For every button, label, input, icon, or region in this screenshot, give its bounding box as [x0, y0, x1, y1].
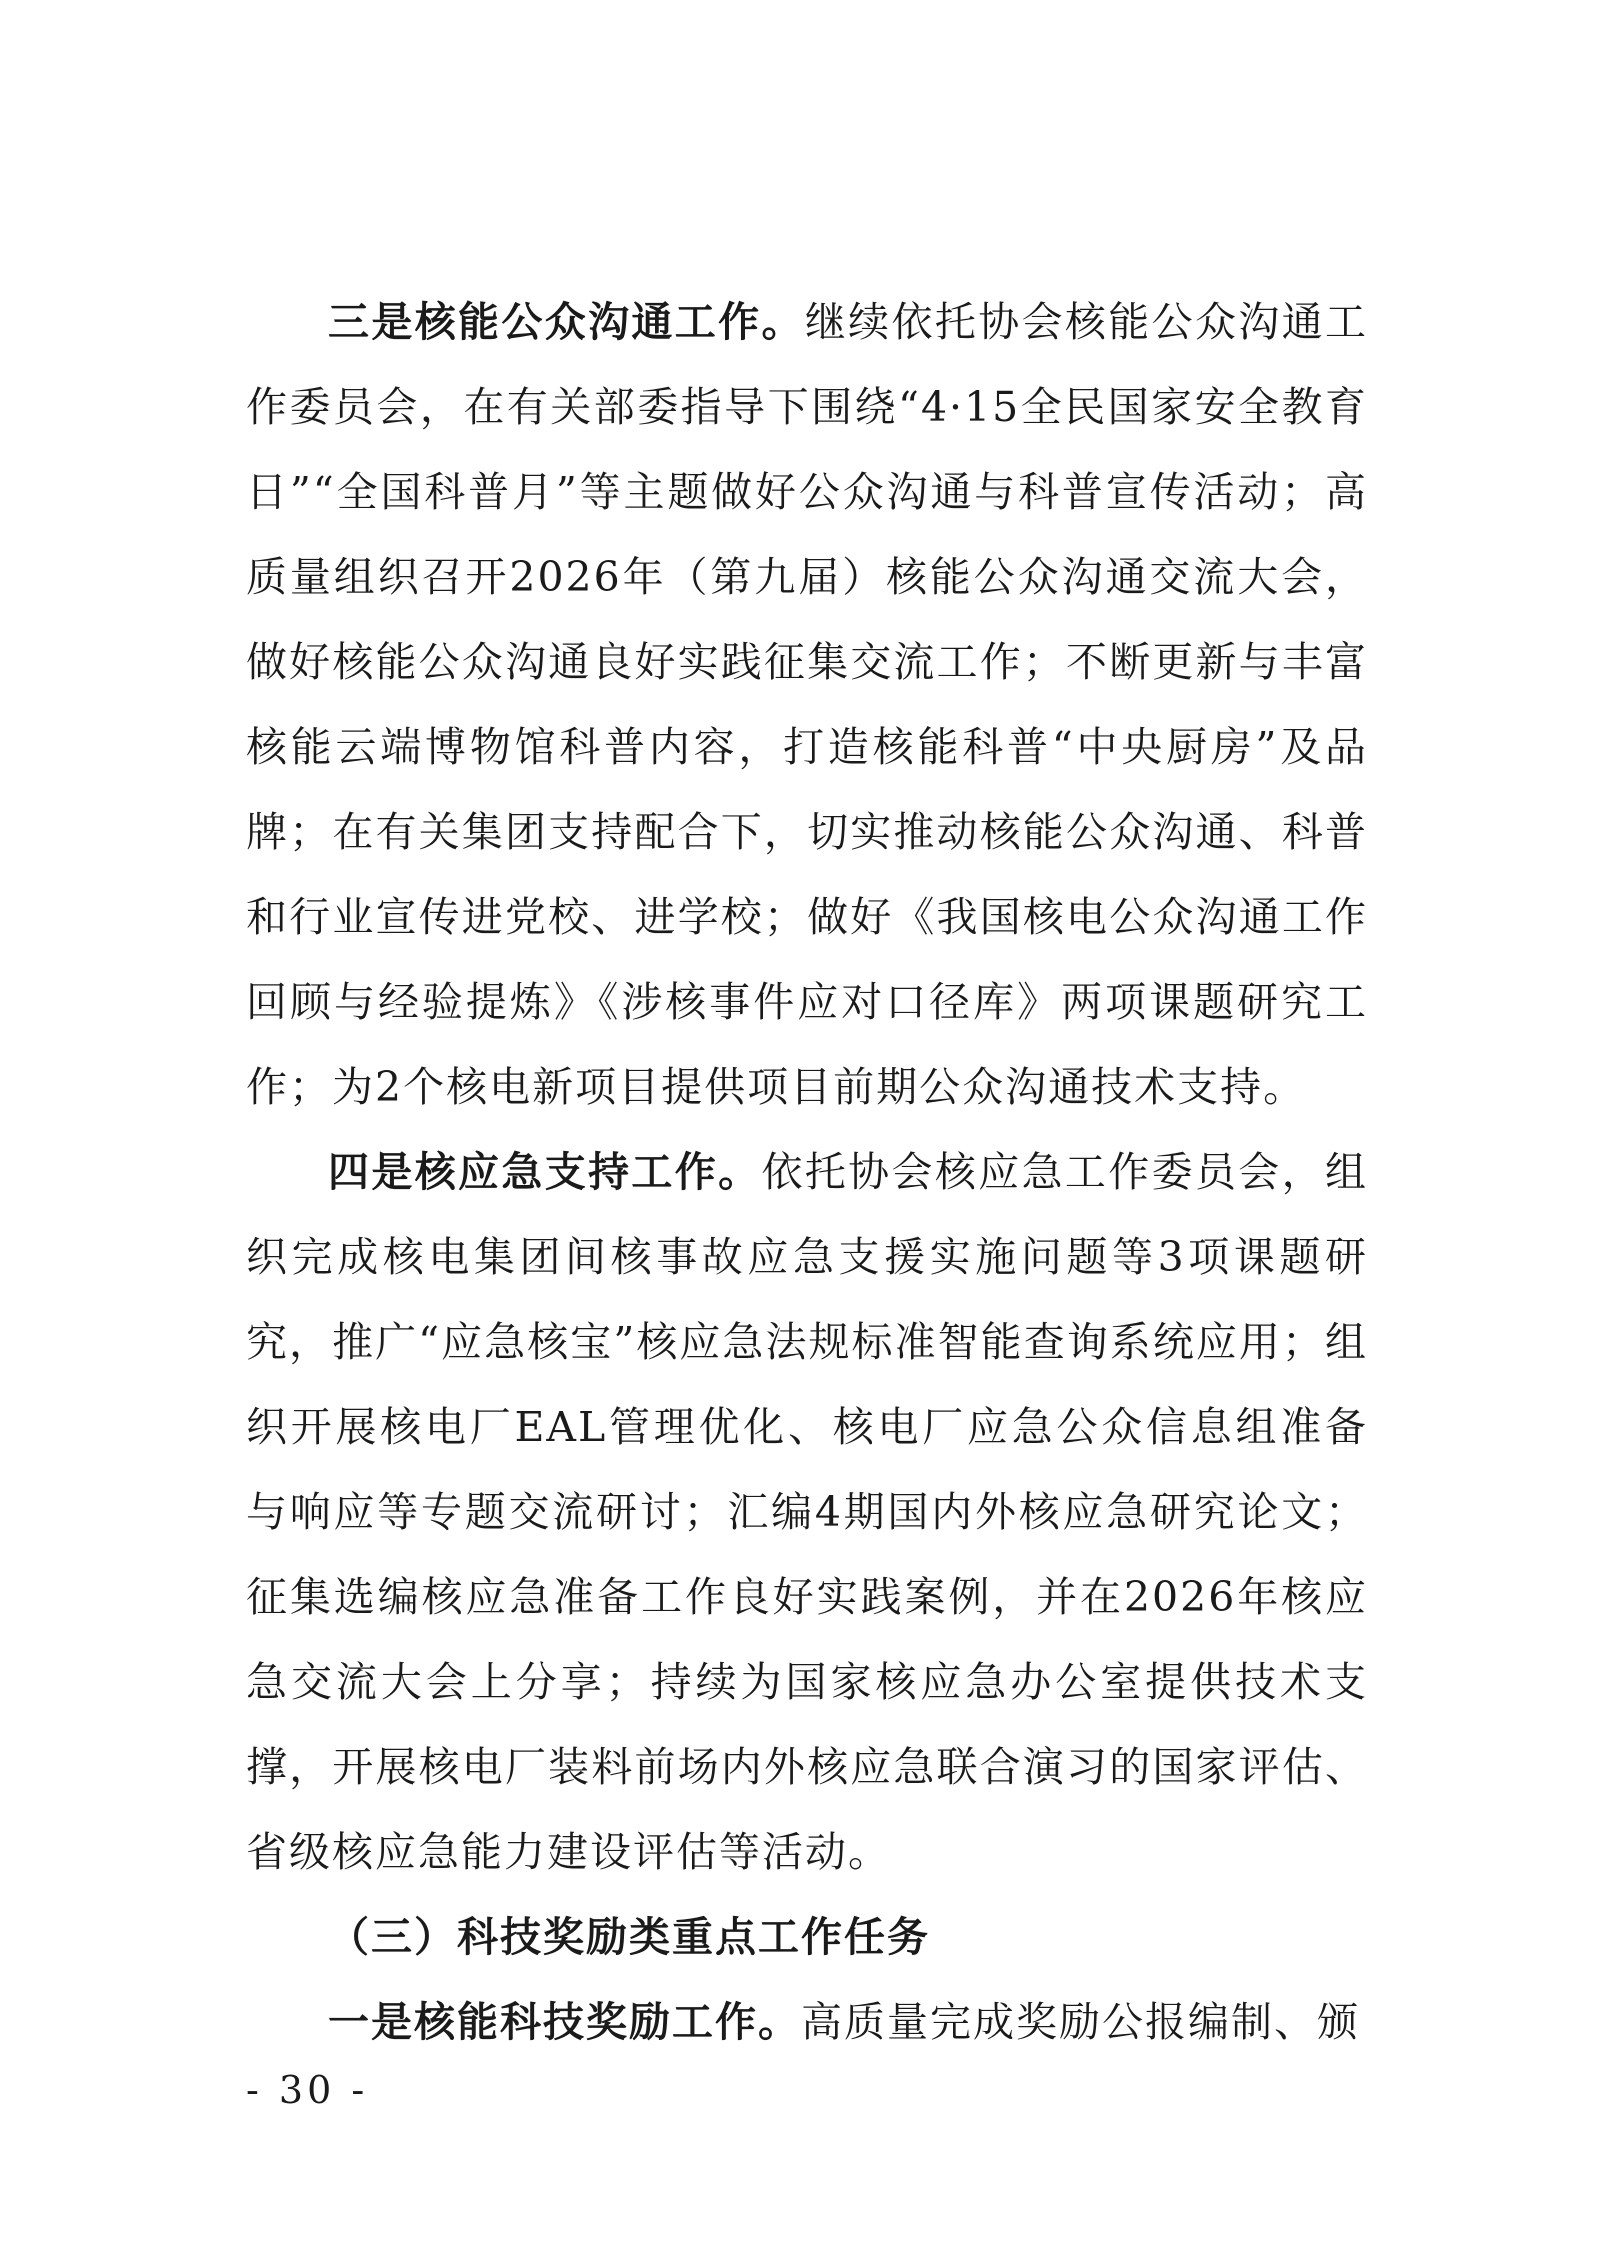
paragraph-public-communication: [246, 280, 1368, 1130]
section-heading: （三）科技奖励类重点工作任务: [328, 1913, 930, 1961]
paragraph-tech-award: [246, 1980, 1368, 2065]
paragraph-lead: 三是核能公众沟通工作。: [328, 298, 805, 346]
paragraph-text: 依托协会核应急工作委员会，组织完成核电集团间核事故应急支援实施问题等3项课题研究，推广“应急核宝”核应急法规标准智能查询系统应用；组织开展核电厂EAL管理优化、核电厂应急公众信息组准备与响应等专题交流研讨；汇编4期国内外核应急研究论文；征集选编核应急准备工作良好实践案例，并在2026年核应急交流大会上分享；持续为国家核应急办公室提供技术支撑，开展核电厂装料前场内外核应急联合演习的国家评估、省级核应急能力建设评估等活动。: [246, 1148, 1369, 1876]
paragraph-text: 继续依托协会核能公众沟通工作委员会，在有关部委指导下围绕“4·15全民国家安全教育日”“全国科普月”等主题做好公众沟通与科普宣传活动；高质量组织召开2026年（第九届）核能公众沟通交流大会，做好核能公众沟通良好实践征集交流工作；不断更新与丰富核能云端博物馆科普内容，打造核能科普“中央厨房”及品牌；在有关集团支持配合下，切实推动核能公众沟通、科普和行业宣传进党校、进学校；做好《我国核电公众沟通工作回顾与经验提炼》《涉核事件应对口径库》两项课题研究工作；为2个核电新项目提供项目前期公众沟通技术支持。: [246, 298, 1369, 1111]
paragraph-lead: 四是核应急支持工作。: [328, 1148, 762, 1196]
paragraph-lead: 一是核能科技奖励工作。: [328, 1998, 801, 2046]
paragraph-text: 高质量完成奖励公报编制、颁: [801, 1998, 1360, 2046]
paragraph-emergency-support: [246, 1130, 1368, 1895]
document-body: [246, 280, 1368, 2065]
page-number: - 30 -: [246, 2068, 369, 2112]
